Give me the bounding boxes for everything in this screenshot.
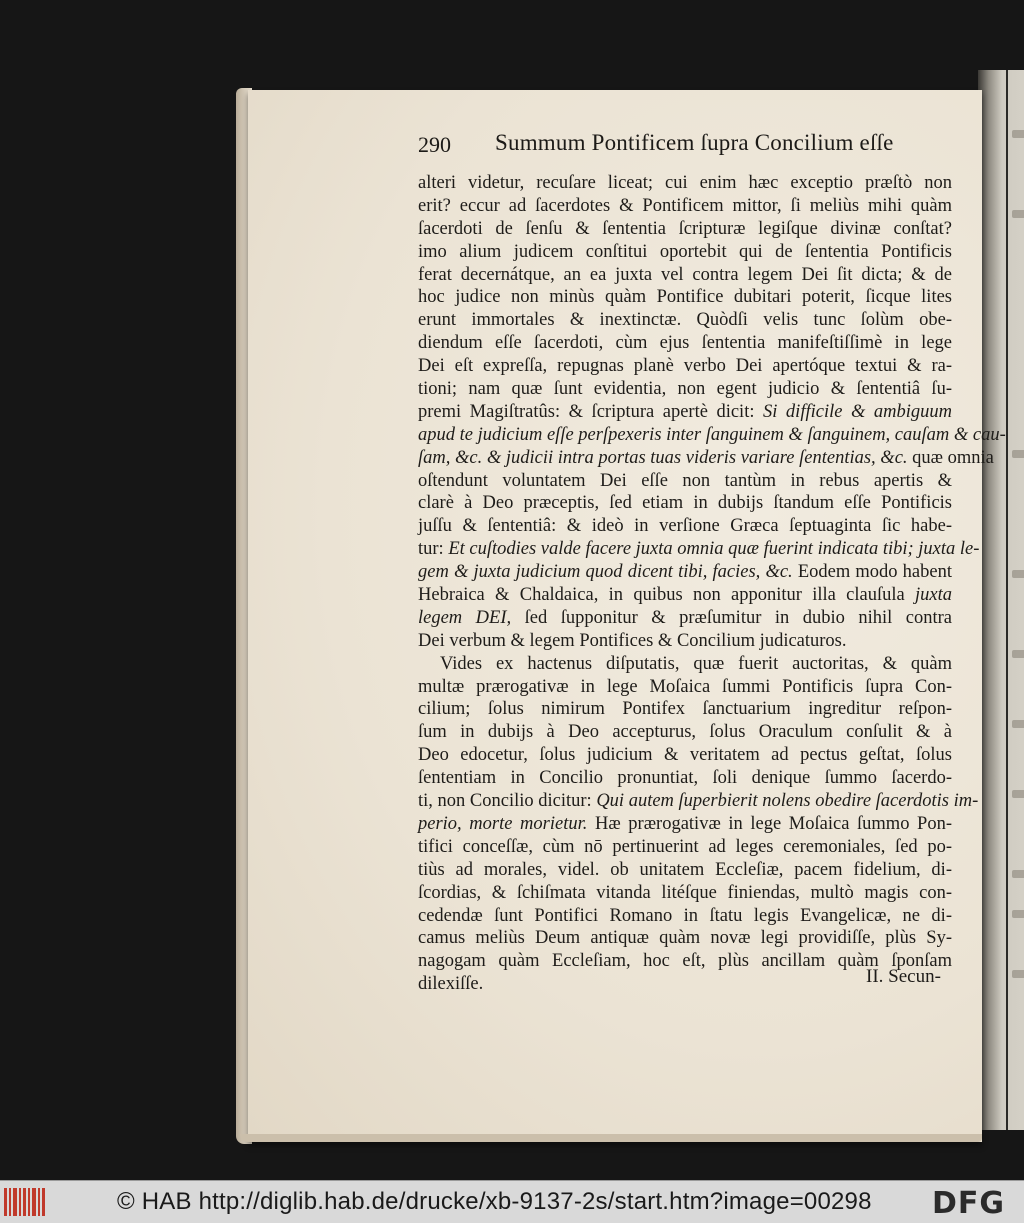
hab-barcode-logo bbox=[4, 1188, 46, 1216]
text-run: Eodem modo habent bbox=[797, 562, 952, 583]
text-line: Vides ex hactenus diſputatis, quæ fuerit auctoritas, & quàm bbox=[440, 653, 952, 674]
text-run: Hebraica & Chaldaica, in quibus non apponitur illa clauſula bbox=[418, 585, 915, 606]
text-run: quæ omnia bbox=[912, 447, 994, 468]
text-run: Hæ prærogativæ in lege Moſaica ſummo Pon- bbox=[594, 813, 952, 834]
text-run: ſed ſupponitur & præſumitur in dubio nihil contra bbox=[524, 607, 953, 628]
scripture-quote: Si difficile & ambiguum bbox=[763, 401, 953, 422]
page-number: 290 bbox=[418, 132, 451, 157]
running-title: Summum Pontificem ſupra Concilium eſſe bbox=[495, 130, 894, 155]
body-text bbox=[418, 172, 1006, 996]
running-head bbox=[418, 130, 958, 164]
text-run: ti, non Concilio dicitur: bbox=[418, 791, 597, 812]
text-line: erit? eccur ad ſacerdotes & Pontificem mittor, ſi meliùs mihi quàm bbox=[418, 195, 952, 216]
page-bottom-edge bbox=[240, 1134, 982, 1142]
scripture-quote: ſam, &c. & judicii intra portas tuas videris variare ſententias, &c. bbox=[418, 447, 913, 468]
scripture-quote: legem DEI, bbox=[418, 607, 525, 628]
text-line bbox=[418, 424, 1006, 447]
text-line: ſententiam in Concilio pronuntiat, ſoli denique ſummo ſacerdo- bbox=[418, 768, 952, 789]
text-line: ſum in dubijs à Deo accepturus, ſolus Oraculum conſulit & à bbox=[418, 722, 952, 743]
text-line: tifici conceſſæ, cùm nō pertinuerint ad leges ceremoniales, ſed po- bbox=[418, 836, 952, 857]
scripture-quote: perio, morte morietur. bbox=[418, 813, 595, 834]
text-line: oſtendunt voluntatem Dei eſſe non tantùm in rebus apertis & bbox=[418, 470, 952, 491]
text-line: tiùs ad morales, videl. ob unitatem Eccleſiæ, pacem fidelium, di- bbox=[418, 859, 952, 880]
text-line: multæ prærogativæ in lege Moſaica ſummi Pontificis ſupra Con- bbox=[418, 676, 952, 697]
text-line bbox=[418, 584, 952, 607]
text-line bbox=[418, 538, 980, 561]
scripture-quote: Qui autem ſuperbierit nolens obedire ſacerdotis im- bbox=[596, 791, 979, 812]
text-line: ſacerdoti de ſenſu & ſententia ſcripturæ legiſque divinæ conſtat? bbox=[418, 218, 952, 239]
text-line bbox=[418, 607, 952, 630]
dfg-logo: DFG bbox=[932, 1186, 1006, 1221]
scripture-quote: apud te judicium eſſe perſpexeris inter ſanguinem & ſanguinem, cauſam & cau- bbox=[418, 424, 1006, 445]
text-line: ſcordias, & ſchiſmata vitanda litéſque finiendas, multò magis con- bbox=[418, 882, 952, 903]
text-line: tioni; nam quæ ſunt evidentia, non egent judicio & ſententiâ ſu- bbox=[418, 379, 952, 400]
text-line: cilium; ſolus nimirum Pontifex ſanctuarium ingreditur reſpon- bbox=[418, 699, 952, 720]
scripture-quote: juxta le- bbox=[918, 539, 980, 560]
text-line bbox=[418, 447, 994, 470]
text-run: tur: bbox=[418, 539, 449, 560]
catchword: II. Secun- bbox=[866, 966, 941, 987]
text-line: diendum eſſe ſacerdoti, cùm ejus ſententia manifeſtiſſimè in lege bbox=[418, 333, 952, 354]
text-line: Dei eſt expreſſa, repugnas planè verbo Dei apertóque textui & ra- bbox=[418, 356, 952, 377]
text-line: Deo edocetur, ſolus judicium & veritatem ad pectus geſtat, ſolus bbox=[418, 745, 952, 766]
text-line: alteri videtur, recuſare liceat; cui enim hæc exceptio præſtò non bbox=[418, 173, 952, 193]
scripture-quote: juxta bbox=[915, 585, 952, 606]
text-line: juſſu & ſententiâ: & ideò in verſione Græca ſeptuaginta ſic habe- bbox=[418, 516, 952, 537]
text-line: dilexiſſe. bbox=[418, 974, 484, 995]
text-line: nagogam quàm Eccleſiam, hoc eſt, plùs ancillam quàm ſponſam bbox=[418, 951, 952, 972]
text-line: Dei verbum & legem Pontifices & Concilium judicaturos. bbox=[418, 630, 847, 651]
copyright-link[interactable]: © HAB http://diglib.hab.de/drucke/xb-9137-2s/start.htm?image=00298 bbox=[117, 1188, 872, 1215]
text-line: erunt immortales & inextinctæ. Quòdſi velis tunc ſolùm obe- bbox=[418, 310, 952, 331]
text-line: cedendæ ſunt Pontifici Romano in ſtatu legis Evangelicæ, ne di- bbox=[418, 905, 952, 926]
footer-bar bbox=[0, 1180, 1024, 1223]
text-run: premi Magiſtratûs: & ſcriptura apertè dicit: bbox=[418, 401, 764, 422]
adjacent-page-edge bbox=[978, 70, 1024, 1130]
text-line: hoc judice non minùs quàm Pontifice dubitari poterit, ſicque lites bbox=[418, 287, 952, 308]
text-line: camus meliùs Deum antiquæ quàm novæ legi providiſſe, plùs Sy- bbox=[418, 928, 952, 949]
text-line bbox=[418, 790, 979, 813]
text-line bbox=[418, 561, 952, 584]
text-line: ferat decernátque, an ea juxta vel contra legem Dei ſit dicta; & de bbox=[418, 264, 952, 285]
text-line bbox=[418, 813, 952, 836]
text-line bbox=[418, 401, 952, 424]
scripture-quote: gem & juxta judicium quod dicent tibi, facies, &c. bbox=[418, 562, 798, 583]
scripture-quote: Et cuſtodies valde facere juxta omnia quæ fuerint indicata tibi; bbox=[448, 539, 919, 560]
text-line: imo alium judicem conſtitui oportebit qui de ſententia Pontificis bbox=[418, 241, 952, 262]
text-line: clarè à Deo præceptis, ſed etiam in dubijs ſtandum eſſe Pontificis bbox=[418, 493, 952, 514]
